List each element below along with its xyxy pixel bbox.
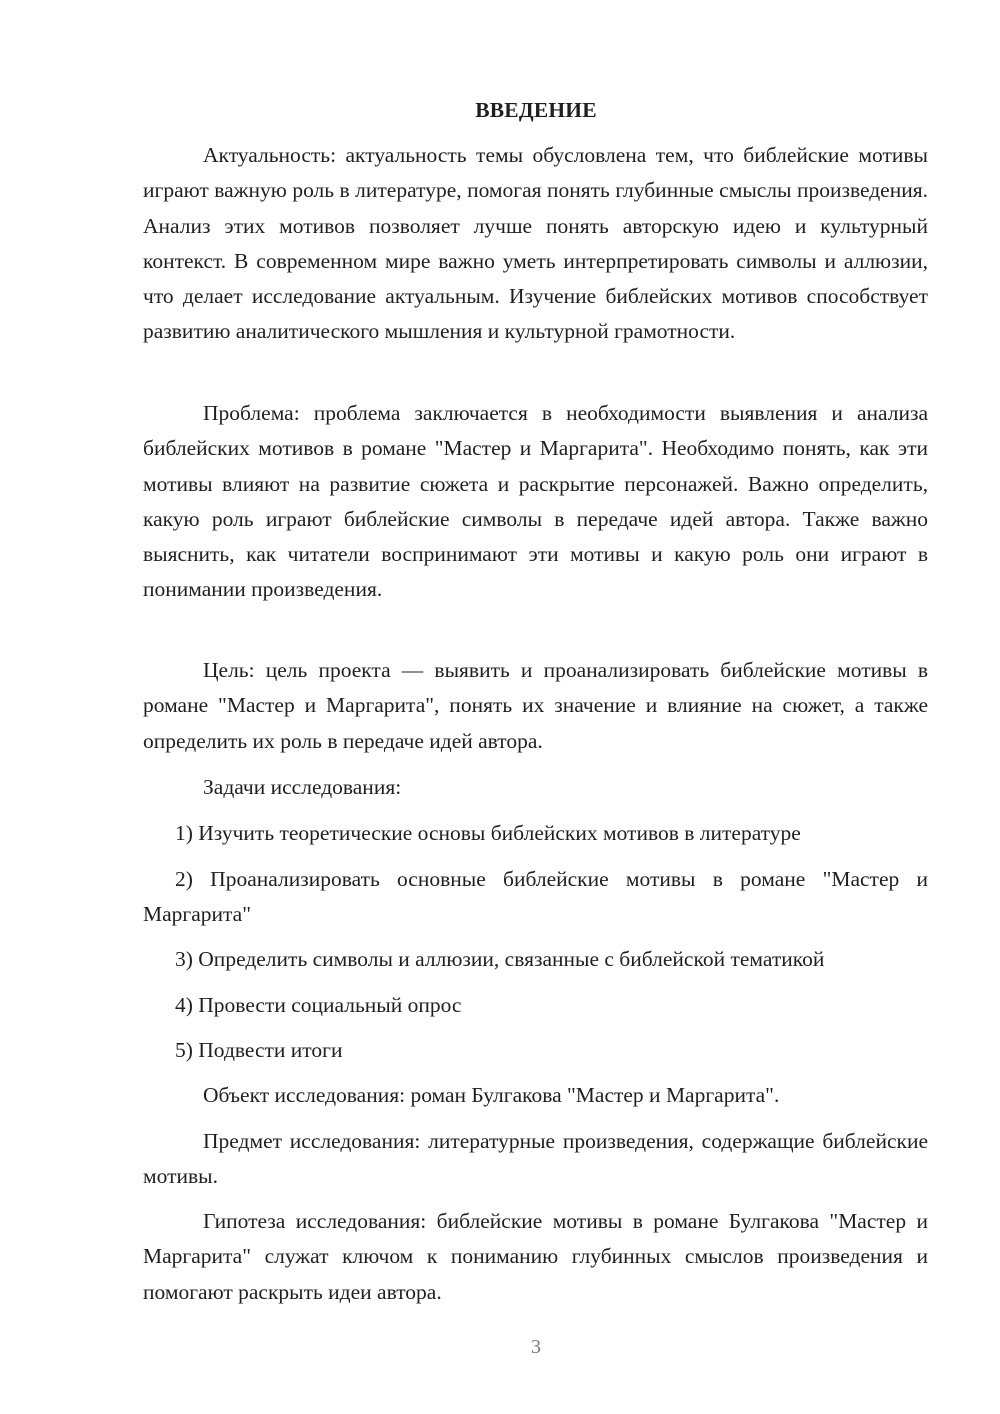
task-item: 5) Подвести итоги [175, 1038, 343, 1062]
task-item: 1) Изучить теоретические основы библейских мотивов в литературе [175, 821, 801, 845]
paragraph-object: Объект исследования: роман Булгакова "Мастер и Маргарита". [203, 1083, 780, 1107]
page-number: 3 [531, 1336, 541, 1358]
paragraph-goal: Цель: цель проекта — выявить и проанализировать библейские мотивы в романе "Мастер и Маргарита", понять их значение и влияние на сюжет, а также определить их роль в передаче идей автора. [143, 658, 928, 753]
task-item: 2) Проанализировать основные библейские мотивы в романе "Мастер и Маргарита" [143, 867, 928, 927]
paragraph-relevance: Актуальность: актуальность темы обусловлена тем, что библейские мотивы играют важную роль в литературе, помогая понять глубинные смыслы произведения. Анализ этих мотивов позволяет лучше понять авторскую идею и культурный контекст. В современном мире важно уметь интерпретировать символы и аллюзии, что делает исследование актуальным. Изучение библейских мотивов способствует развитию аналитического мышления и культурной грамотности. [143, 143, 928, 344]
section-title: ВВЕДЕНИЕ [475, 98, 597, 122]
paragraph-hypothesis: Гипотеза исследования: библейские мотивы в романе Булгакова "Мастер и Маргарита" служат ключом к пониманию глубинных смыслов произведения и помогают раскрыть идеи автора. [143, 1209, 928, 1304]
task-item: 3) Определить символы и аллюзии, связанные с библейской тематикой [175, 947, 825, 971]
paragraph-problem: Проблема: проблема заключается в необходимости выявления и анализа библейских мотивов в романе "Мастер и Маргарита". Необходимо понять, как эти мотивы влияют на развитие сюжета и раскрытие персонажей. Важно определить, какую роль играют библейские символы в передаче идей автора. Также важно выяснить, как читатели воспринимают эти мотивы и какую роль они играют в понимании произведения. [143, 401, 928, 602]
task-item: 4) Провести социальный опрос [175, 993, 462, 1017]
paragraph-subject: Предмет исследования: литературные произведения, содержащие библейские мотивы. [143, 1129, 928, 1189]
paragraph-tasks-heading: Задачи исследования: [203, 775, 402, 799]
